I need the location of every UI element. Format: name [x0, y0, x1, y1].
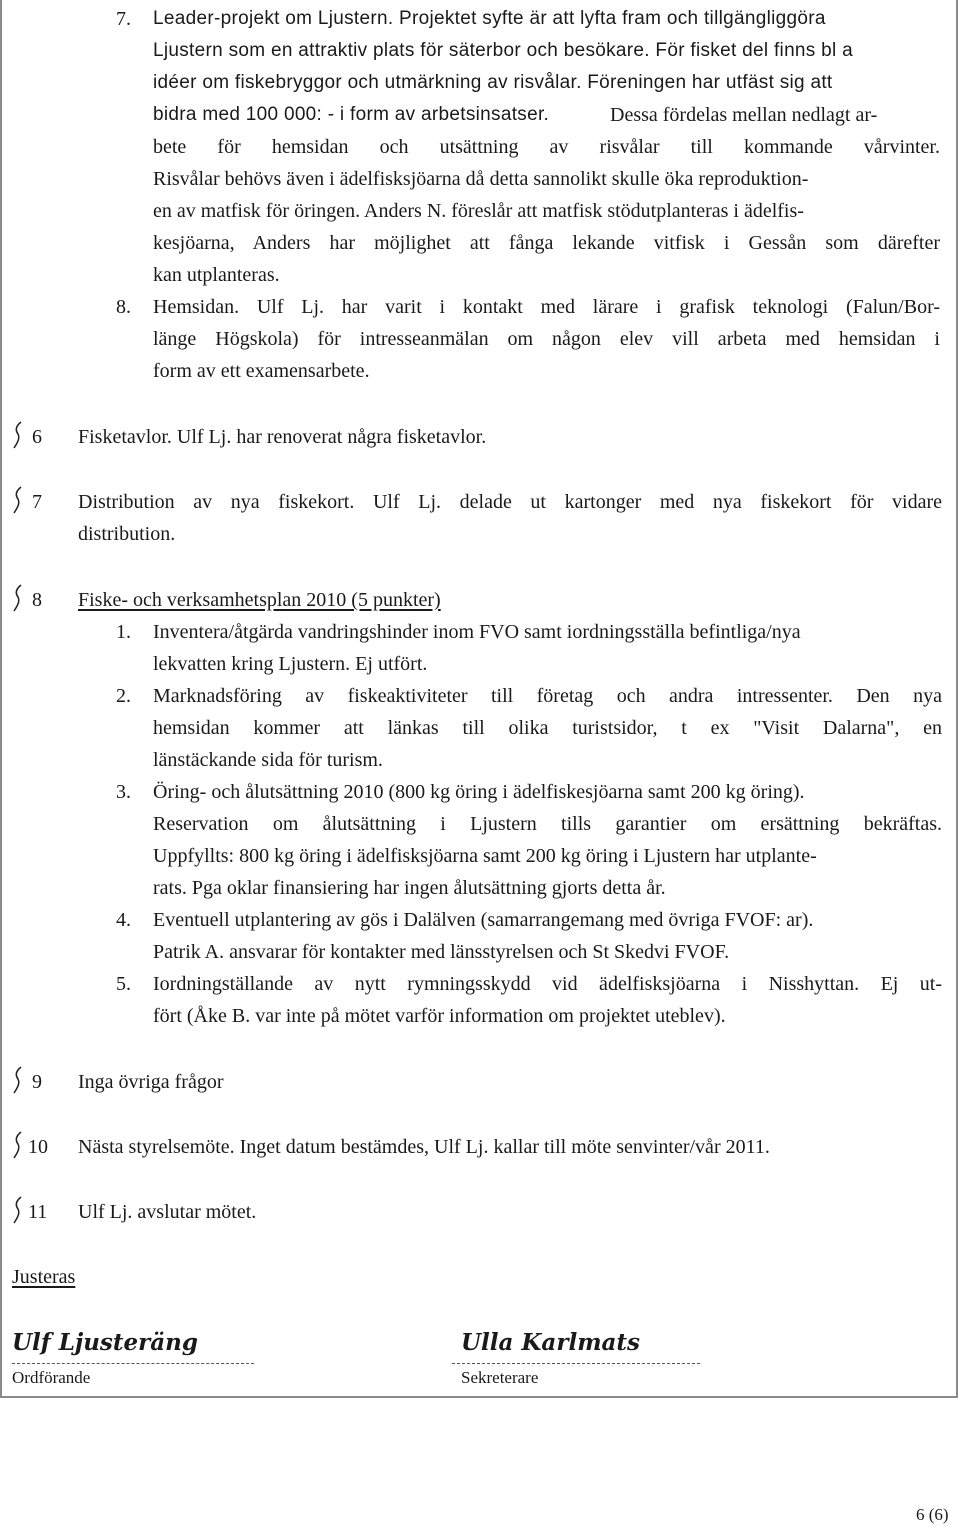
plan-line: Marknadsföring av fiskeaktiviteter till företag och andra intressenter. Den nya	[153, 685, 942, 707]
section-mark-icon	[13, 1065, 25, 1095]
plan-line: rats. Pga oklar finansiering har ingen ålutsättning gjorts detta år.	[153, 877, 666, 899]
plan-line: lekvatten kring Ljustern. Ej utfört.	[153, 653, 428, 675]
signature-chair: Ulf Ljusteräng	[12, 1329, 198, 1356]
item8-line: Hemsidan. Ulf Lj. har varit i kontakt med lärare i grafisk teknologi (Falun/Bor-	[153, 296, 940, 318]
plan-line: Inventera/åtgärda vandringshinder inom FVO samt iordningsställa befintliga/nya	[153, 621, 801, 643]
section-mark-icon	[13, 1195, 25, 1225]
item8-line: form av ett examensarbete.	[153, 360, 370, 382]
section-mark-icon	[13, 485, 25, 515]
justeras-heading: Justeras	[12, 1266, 76, 1288]
plan-line: fört (Åke B. var inte på mötet varför information om projektet uteblev).	[153, 1005, 726, 1027]
item7-line: kan utplanteras.	[153, 264, 280, 286]
item-number: 7.	[116, 8, 131, 30]
item7-line: idéer om fiskebryggor och utmärkning av risvålar. Föreningen har utfäst sig att	[153, 72, 833, 93]
item-number: 8.	[116, 296, 131, 318]
section-mark-icon	[13, 1130, 25, 1160]
signature-secretary: Ulla Karlmats	[461, 1329, 641, 1356]
item7-line: bete för hemsidan och utsättning av risvålar till kommande vårvinter.	[153, 136, 940, 158]
signature-line	[452, 1363, 700, 1364]
section-mark-icon	[13, 583, 25, 613]
section-text: Fisketavlor. Ulf Lj. har renoverat några fisketavlor.	[78, 426, 487, 448]
item7-line: Dessa fördelas mellan nedlagt ar-	[610, 104, 878, 126]
plan-line: Reservation om ålutsättning i Ljustern tills garantier om ersättning bekräftas.	[153, 813, 942, 835]
section-text: distribution.	[78, 523, 176, 545]
plan-number: 4.	[116, 909, 131, 931]
item7-line: en av matfisk för öringen. Anders N. föreslår att matfisk stödutplanteras i ädelfis-	[153, 200, 804, 222]
role-label: Sekreterare	[461, 1368, 539, 1387]
plan-line: Iordningställande av nytt rymningsskydd vid ädelfisksjöarna i Nisshyttan. Ej ut-	[153, 973, 942, 995]
plan-line: Patrik A. ansvarar för kontakter med länsstyrelsen och St Skedvi FVOF.	[153, 941, 730, 963]
item7-line: Ljustern som en attraktiv plats för säterbor och besökare. För fisket del finns bl a	[153, 40, 854, 61]
section-text: Distribution av nya fiskekort. Ulf Lj. delade ut kartonger med nya fiskekort för vidare	[78, 491, 942, 513]
item7-line: bidra med 100 000: - i form av arbetsinsatser.	[153, 104, 550, 125]
section-text: Ulf Lj. avslutar mötet.	[78, 1201, 257, 1223]
signature-line	[12, 1363, 254, 1364]
plan-line: Uppfyllts: 800 kg öring i ädelfisksjöarna samt 200 kg öring i Ljustern har utplante-	[153, 845, 817, 867]
item7-line: Risvålar behövs även i ädelfisksjöarna då detta sannolikt skulle öka reproduktion-	[153, 168, 809, 190]
item7-line: kesjöarna, Anders har möjlighet att fånga lekande vitfisk i Gessån som därefter	[153, 232, 940, 254]
section-text: Inga övriga frågor	[78, 1071, 224, 1093]
plan-number: 1.	[116, 621, 131, 643]
section-number: 10	[28, 1136, 48, 1158]
item7-line: Leader-projekt om Ljustern. Projektet syfte är att lyfta fram och tillgängliggöra	[153, 8, 826, 29]
section-mark-icon	[13, 420, 25, 450]
section-number: 7	[32, 491, 42, 513]
section-number: 9	[32, 1071, 42, 1093]
plan-number: 5.	[116, 973, 131, 995]
plan-line: länstäckande sida för turism.	[153, 749, 383, 771]
plan-number: 2.	[116, 685, 131, 707]
section-number: 6	[32, 426, 42, 448]
plan-line: Eventuell utplantering av gös i Dalälven (samarrangemang med övriga FVOF: ar).	[153, 909, 814, 931]
section-text: Nästa styrelsemöte. Inget datum bestämdes, Ulf Lj. kallar till möte senvinter/vår 2011.	[78, 1136, 770, 1158]
plan-line: hemsidan kommer att länkas till olika turistsidor, t ex "Visit Dalarna", en	[153, 717, 942, 739]
section-number: 8	[32, 589, 42, 611]
section-title: Fiske- och verksamhetsplan 2010 (5 punkter)	[78, 589, 441, 611]
section-number: 11	[28, 1201, 48, 1223]
item8-line: länge Högskola) för intresseanmälan om någon elev vill arbeta med hemsidan i	[153, 328, 940, 350]
plan-line: Öring- och ålutsättning 2010 (800 kg öring i ädelfiskesjöarna samt 200 kg öring).	[153, 781, 805, 803]
plan-number: 3.	[116, 781, 131, 803]
role-label: Ordförande	[12, 1368, 91, 1387]
page-number: 6 (6)	[916, 1505, 949, 1524]
